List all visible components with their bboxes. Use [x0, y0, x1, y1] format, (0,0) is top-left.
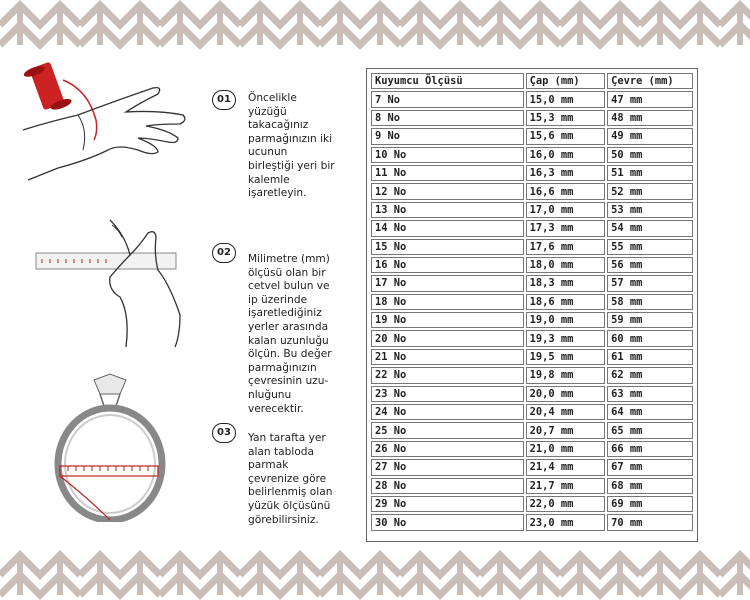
cell-jeweler-size: 27 No [371, 459, 524, 475]
cell-diameter: 18,3 mm [526, 275, 606, 291]
cell-diameter: 20,0 mm [526, 386, 606, 402]
table-row [371, 514, 693, 530]
hand-with-thread-icon [18, 60, 198, 195]
cell-diameter: 19,5 mm [526, 349, 606, 365]
header-circumference: Çevre (mm) [607, 73, 693, 89]
cell-circumference: 53 mm [607, 202, 693, 218]
cell-jeweler-size: 19 No [371, 312, 524, 328]
table-row [371, 367, 693, 383]
table-row [371, 165, 693, 181]
cell-diameter: 16,6 mm [526, 183, 606, 199]
table-row [371, 202, 693, 218]
bottom-decorative-border [0, 550, 750, 600]
table-row [371, 404, 693, 420]
table-row [371, 349, 693, 365]
thread-spool-icon [23, 62, 73, 112]
cell-circumference: 50 mm [607, 147, 693, 163]
cell-jeweler-size: 15 No [371, 239, 524, 255]
table-row [371, 239, 693, 255]
cell-jeweler-size: 30 No [371, 514, 524, 530]
cell-circumference: 57 mm [607, 275, 693, 291]
cell-jeweler-size: 13 No [371, 202, 524, 218]
ruler-pinch-hand-icon [30, 215, 190, 350]
cell-jeweler-size: 20 No [371, 330, 524, 346]
cell-circumference: 49 mm [607, 128, 693, 144]
table-row [371, 257, 693, 273]
cell-circumference: 68 mm [607, 478, 693, 494]
step-1-text: Öncelikle yüzüğü takacağınız parmağınızın iki ucunun birleştiği yeri bir kalemle işaretleyin. [248, 92, 335, 200]
table-row [371, 147, 693, 163]
cell-circumference: 70 mm [607, 514, 693, 530]
table-row [371, 275, 693, 291]
cell-diameter: 15,6 mm [526, 128, 606, 144]
step-2-text: Milimetre (mm) ölçüsü olan bir cetvel bulun ve ip üzerinde işaretlediğiniz yerler arasında kalan uzunluğu ölçün. Bu değer parmağınızın çevresinin uzu- nluğunu verecektir. [248, 253, 332, 415]
table-row [371, 128, 693, 144]
cell-diameter: 19,0 mm [526, 312, 606, 328]
cell-circumference: 58 mm [607, 294, 693, 310]
cell-circumference: 61 mm [607, 349, 693, 365]
header-jeweler-size: Kuyumcu Ölçüsü [371, 73, 524, 89]
cell-circumference: 55 mm [607, 239, 693, 255]
cell-diameter: 22,0 mm [526, 496, 606, 512]
table-row [371, 294, 693, 310]
cell-diameter: 16,0 mm [526, 147, 606, 163]
table-row [371, 478, 693, 494]
cell-circumference: 56 mm [607, 257, 693, 273]
cell-diameter: 21,4 mm [526, 459, 606, 475]
cell-jeweler-size: 12 No [371, 183, 524, 199]
cell-circumference: 64 mm [607, 404, 693, 420]
header-diameter: Çap (mm) [526, 73, 606, 89]
cell-jeweler-size: 17 No [371, 275, 524, 291]
cell-circumference: 51 mm [607, 165, 693, 181]
table-row [371, 220, 693, 236]
table-row [371, 91, 693, 107]
solitaire-ring-icon [50, 372, 170, 522]
cell-circumference: 62 mm [607, 367, 693, 383]
cell-diameter: 17,6 mm [526, 239, 606, 255]
table-row [371, 496, 693, 512]
cell-diameter: 16,3 mm [526, 165, 606, 181]
cell-jeweler-size: 16 No [371, 257, 524, 273]
cell-circumference: 66 mm [607, 441, 693, 457]
cell-circumference: 63 mm [607, 386, 693, 402]
cell-diameter: 19,3 mm [526, 330, 606, 346]
cell-diameter: 18,6 mm [526, 294, 606, 310]
cell-diameter: 15,3 mm [526, 110, 606, 126]
ring-size-table [369, 71, 695, 533]
table-row [371, 330, 693, 346]
step-2-number: 02 [212, 243, 236, 263]
cell-jeweler-size: 23 No [371, 386, 524, 402]
cell-jeweler-size: 28 No [371, 478, 524, 494]
table-row [371, 386, 693, 402]
cell-jeweler-size: 10 No [371, 147, 524, 163]
cell-jeweler-size: 7 No [371, 91, 524, 107]
cell-jeweler-size: 25 No [371, 422, 524, 438]
cell-diameter: 21,7 mm [526, 478, 606, 494]
cell-diameter: 15,0 mm [526, 91, 606, 107]
step-1-number: 01 [212, 90, 236, 110]
cell-circumference: 60 mm [607, 330, 693, 346]
table-row [371, 459, 693, 475]
cell-diameter: 20,4 mm [526, 404, 606, 420]
cell-diameter: 23,0 mm [526, 514, 606, 530]
cell-jeweler-size: 26 No [371, 441, 524, 457]
cell-jeweler-size: 8 No [371, 110, 524, 126]
table-row [371, 183, 693, 199]
cell-jeweler-size: 24 No [371, 404, 524, 420]
step-3-text: Yan tarafta yer alan tabloda parmak çevrenize göre belirlenmiş olan yüzük ölçüsünü görebilirsiniz. [248, 432, 333, 526]
cell-circumference: 69 mm [607, 496, 693, 512]
cell-jeweler-size: 18 No [371, 294, 524, 310]
cell-jeweler-size: 29 No [371, 496, 524, 512]
step-3-number: 03 [212, 423, 236, 443]
cell-diameter: 21,0 mm [526, 441, 606, 457]
cell-circumference: 47 mm [607, 91, 693, 107]
ring-size-table-frame [366, 68, 698, 542]
cell-diameter: 17,3 mm [526, 220, 606, 236]
cell-circumference: 48 mm [607, 110, 693, 126]
cell-diameter: 19,8 mm [526, 367, 606, 383]
cell-circumference: 59 mm [607, 312, 693, 328]
top-decorative-border [0, 0, 750, 50]
cell-diameter: 20,7 mm [526, 422, 606, 438]
cell-circumference: 52 mm [607, 183, 693, 199]
table-row [371, 422, 693, 438]
cell-jeweler-size: 22 No [371, 367, 524, 383]
cell-diameter: 17,0 mm [526, 202, 606, 218]
table-row [371, 441, 693, 457]
cell-circumference: 67 mm [607, 459, 693, 475]
cell-jeweler-size: 14 No [371, 220, 524, 236]
table-row [371, 312, 693, 328]
cell-jeweler-size: 21 No [371, 349, 524, 365]
cell-circumference: 54 mm [607, 220, 693, 236]
cell-diameter: 18,0 mm [526, 257, 606, 273]
cell-circumference: 65 mm [607, 422, 693, 438]
cell-jeweler-size: 11 No [371, 165, 524, 181]
table-header-row [371, 73, 693, 89]
table-row [371, 110, 693, 126]
cell-jeweler-size: 9 No [371, 128, 524, 144]
